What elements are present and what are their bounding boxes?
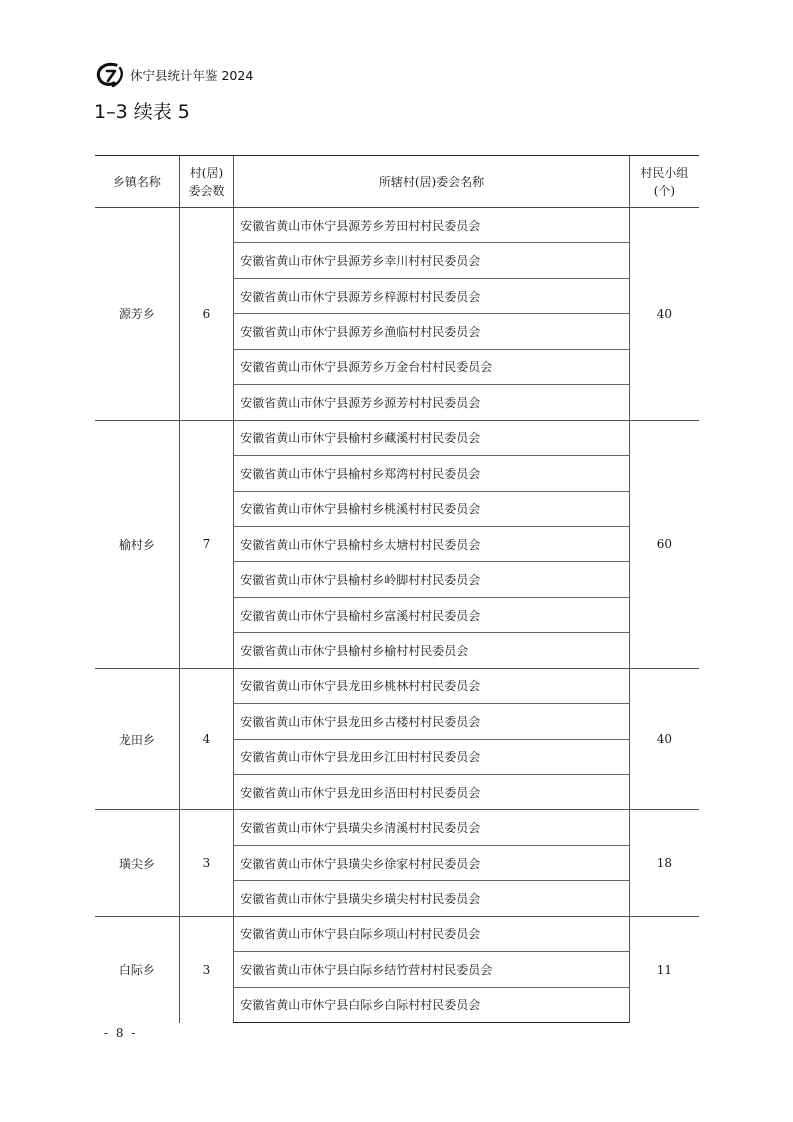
- committee-count-cell: 7: [179, 420, 233, 668]
- committee-name-cell: 安徽省黄山市休宁县璜尖乡清溪村村民委员会: [234, 810, 630, 845]
- villager-groups-cell: 18: [629, 810, 699, 916]
- committee-name-cell: 安徽省黄山市休宁县璜尖乡徐家村村民委员会: [234, 845, 630, 880]
- table-title: 1–3 续表 5: [94, 101, 190, 123]
- committee-name-cell: 安徽省黄山市休宁县源芳乡渔临村村民委员会: [234, 314, 630, 349]
- book-title: 休宁县统计年鉴 2024: [130, 68, 254, 83]
- col-header-villager-groups: 村民小组 (个): [629, 156, 699, 208]
- table-body: [95, 208, 699, 1023]
- township-cell: 龙田乡: [95, 668, 179, 810]
- table-row: [95, 208, 699, 243]
- table-row: [95, 420, 699, 455]
- committee-count-cell: 3: [179, 810, 233, 916]
- committee-name-cell: 安徽省黄山市休宁县榆村乡藏溪村村民委员会: [234, 420, 630, 455]
- committee-name-cell: 安徽省黄山市休宁县榆村乡郑湾村村民委员会: [234, 456, 630, 491]
- committee-name-cell: 安徽省黄山市休宁县白际乡白际村村民委员会: [234, 987, 630, 1022]
- township-cell: 璜尖乡: [95, 810, 179, 916]
- villager-groups-cell: 40: [629, 668, 699, 810]
- page-header: [94, 62, 253, 88]
- committee-name-cell: 安徽省黄山市休宁县璜尖乡璜尖村村民委员会: [234, 881, 630, 916]
- col-header-committee-count: 村(居) 委会数: [179, 156, 233, 208]
- villager-groups-cell: 60: [629, 420, 699, 668]
- committee-name-cell: 安徽省黄山市休宁县榆村乡太塘村村民委员会: [234, 526, 630, 561]
- table-header-row: [95, 156, 699, 208]
- committee-name-cell: 安徽省黄山市休宁县榆村乡桃溪村村民委员会: [234, 491, 630, 526]
- committee-name-cell: 安徽省黄山市休宁县榆村乡榆村村民委员会: [234, 633, 630, 668]
- committee-name-cell: 安徽省黄山市休宁县龙田乡江田村村民委员会: [234, 739, 630, 774]
- villager-groups-cell: 40: [629, 208, 699, 421]
- village-committee-table: [95, 155, 699, 1023]
- table-row: [95, 668, 699, 703]
- col-header-committee-names: 所辖村(居)委会名称: [234, 156, 630, 208]
- committee-name-cell: 安徽省黄山市休宁县源芳乡万金台村村民委员会: [234, 349, 630, 384]
- page-number: - 8 -: [104, 1026, 138, 1040]
- committee-name-cell: 安徽省黄山市休宁县龙田乡浯田村村民委员会: [234, 775, 630, 810]
- committee-name-cell: 安徽省黄山市休宁县源芳乡梓源村村民委员会: [234, 278, 630, 313]
- township-cell: 源芳乡: [118, 307, 155, 322]
- committee-name-cell: 安徽省黄山市休宁县白际乡项山村村民委员会: [234, 916, 630, 951]
- committee-name-cell: 安徽省黄山市休宁县榆村乡富溪村村民委员会: [234, 597, 630, 632]
- table-row: [95, 916, 699, 951]
- committee-name-cell: 安徽省黄山市休宁县龙田乡桃林村村民委员会: [234, 668, 630, 703]
- committee-name-cell: 安徽省黄山市休宁县白际乡结竹营村村民委员会: [234, 952, 630, 987]
- committee-count-cell: 3: [179, 916, 233, 1022]
- committee-count-cell: 6: [179, 208, 233, 421]
- table-row: [95, 810, 699, 845]
- committee-name-cell: 安徽省黄山市休宁县源芳乡芳田村村民委员会: [234, 208, 630, 243]
- col-header-township: 乡镇名称: [95, 156, 179, 208]
- township-cell: 榆村乡: [95, 420, 179, 668]
- committee-name-cell: 安徽省黄山市休宁县源芳乡源芳村村民委员会: [234, 385, 630, 420]
- yearbook-logo-icon: [94, 62, 126, 88]
- committee-name-cell: 安徽省黄山市休宁县龙田乡古楼村村民委员会: [234, 704, 630, 739]
- villager-groups-cell: 11: [629, 916, 699, 1022]
- township-cell: 白际乡: [95, 916, 179, 1022]
- committee-count-cell: 4: [179, 668, 233, 810]
- committee-name-cell: 安徽省黄山市休宁县源芳乡幸川村村民委员会: [234, 243, 630, 278]
- committee-name-cell: 安徽省黄山市休宁县榆村乡岭脚村村民委员会: [234, 562, 630, 597]
